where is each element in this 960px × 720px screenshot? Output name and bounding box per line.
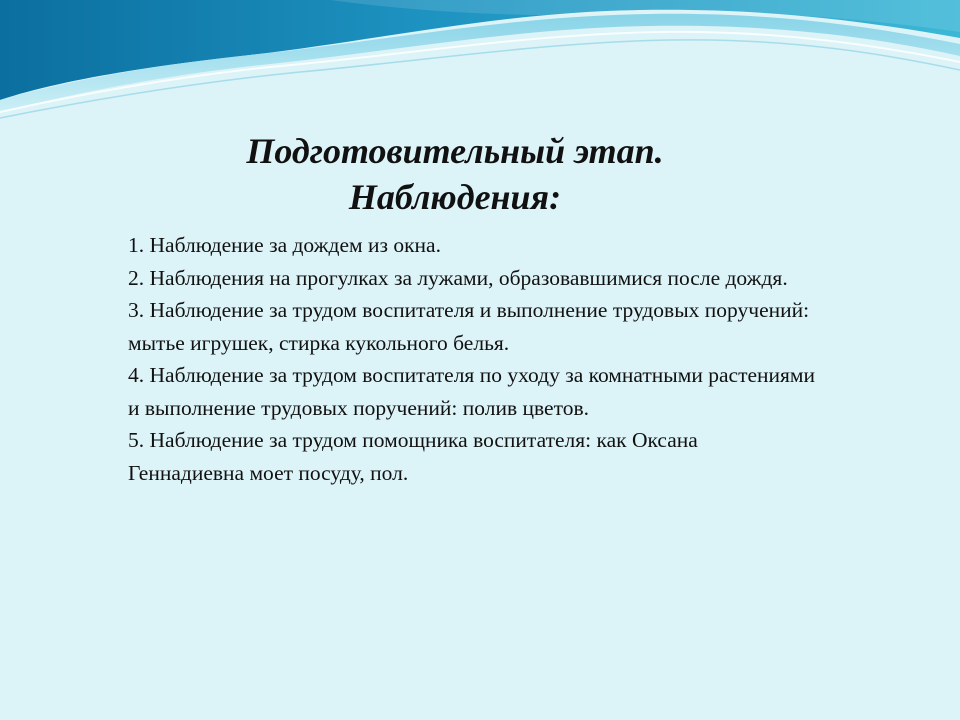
list-item: 2. Наблюдения на прогулках за лужами, образовавшимися после дождя. bbox=[128, 265, 788, 290]
observation-list bbox=[128, 229, 818, 489]
decorative-wave-header bbox=[0, 0, 960, 130]
slide-title bbox=[0, 128, 910, 220]
title-line-1: Подготовительный этап. bbox=[246, 131, 664, 171]
list-item: 1. Наблюдение за дождем из окна. bbox=[128, 233, 441, 257]
list-item: 4. Наблюдение за трудом воспитателя по уходу за комнатными растениями и выполнение трудовых поручений: полив цветов. bbox=[128, 363, 816, 420]
list-item: 3. Наблюдение за трудом воспитателя и выполнение трудовых поручений: мытье игрушек, стирка кукольного белья. bbox=[128, 298, 810, 355]
list-item: 5. Наблюдение за трудом помощника воспитателя: как Оксана Геннадиевна моет посуду, пол. bbox=[128, 428, 698, 485]
title-line-2: Наблюдения: bbox=[348, 177, 562, 217]
